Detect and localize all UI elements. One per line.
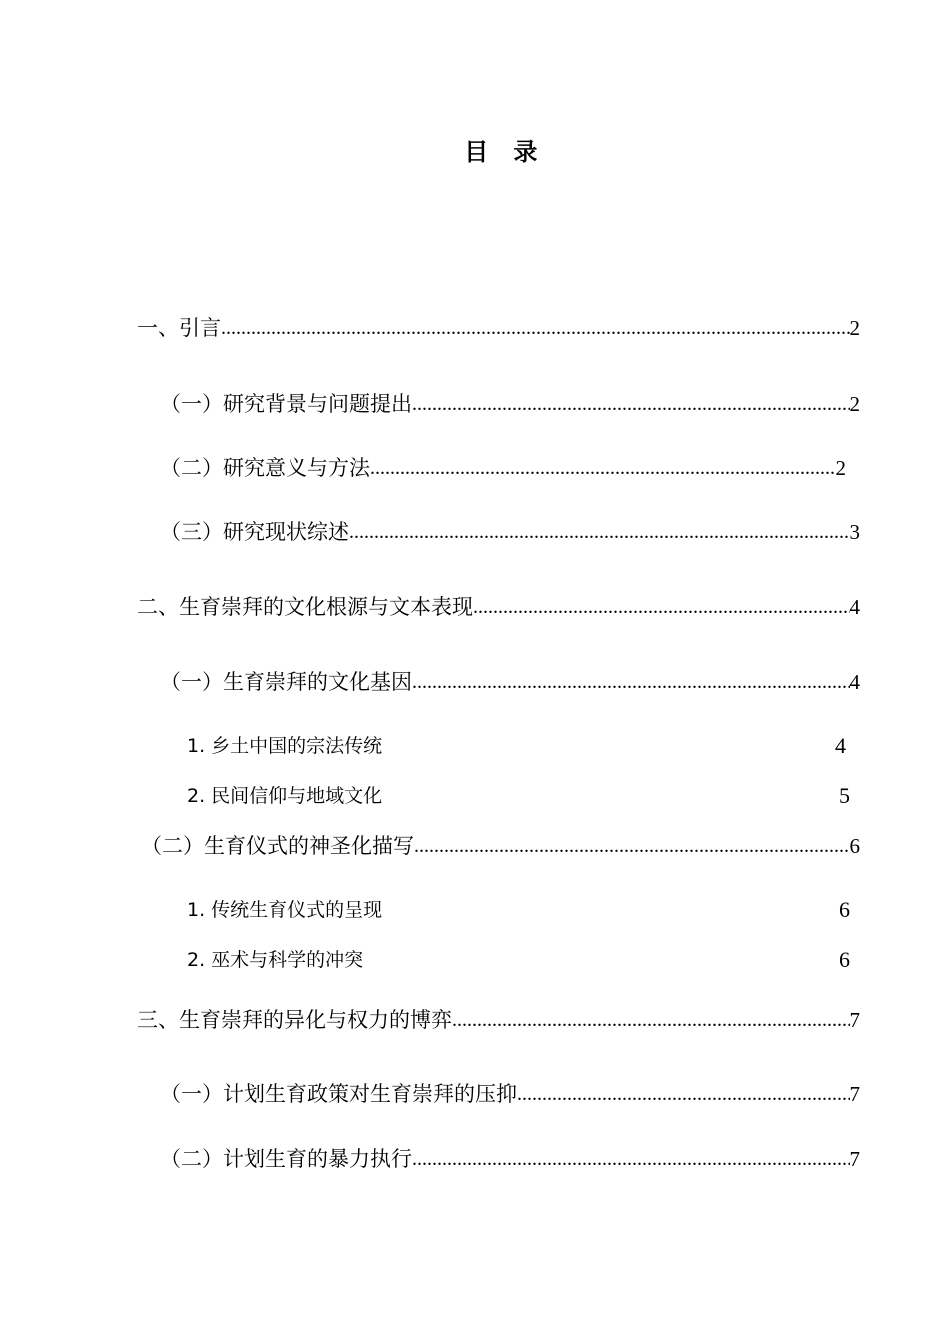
toc-entry-label: （三）研究现状综述 [160,520,349,544]
toc-subentry-label[interactable]: 2. 巫术与科学的冲突 [187,949,364,971]
toc-entry-page: 7 [849,1008,860,1032]
toc-entry-page: 2 [849,392,860,416]
toc-leader-dots [412,1144,850,1174]
toc-entry-page: 3 [849,520,860,544]
toc-entry[interactable] [160,517,860,547]
toc-entry[interactable] [160,389,860,419]
toc-leader-dots [414,831,850,861]
toc-subentry-page: 6 [839,947,850,972]
toc-leader-dots [370,453,836,483]
toc-leader-dots [221,313,850,343]
toc-entry-label: （二）生育仪式的神圣化描写 [141,834,414,858]
toc-entry[interactable] [137,592,860,622]
toc-subentry-page: 6 [839,897,850,922]
toc-entry[interactable] [160,1144,860,1174]
toc-entry-label: （一）生育崇拜的文化基因 [160,670,412,694]
toc-entry-page: 4 [849,670,860,694]
toc-entry[interactable] [137,313,860,343]
toc-entry-label: （二）研究意义与方法 [160,456,370,480]
toc-entry-page: 7 [849,1147,860,1171]
toc-entry-label: 二、生育崇拜的文化根源与文本表现 [137,595,473,619]
toc-entry[interactable] [160,1079,860,1109]
toc-entry-label: （一）计划生育政策对生育崇拜的压抑 [160,1082,517,1106]
toc-title: 目 录 [464,138,546,166]
toc-leader-dots [473,592,850,622]
toc-entry-page: 4 [849,595,860,619]
toc-entry-label: （一）研究背景与问题提出 [160,392,412,416]
toc-entry[interactable] [137,1005,860,1035]
toc-leader-dots [517,1079,850,1109]
toc-entry-page: 2 [835,456,846,480]
toc-subentry-page: 5 [839,783,850,808]
toc-leader-dots [349,517,850,547]
toc-entry-label: （二）计划生育的暴力执行 [160,1147,412,1171]
toc-entry[interactable] [160,667,860,697]
toc-entry-label: 一、引言 [137,316,221,340]
toc-entry[interactable] [141,831,860,861]
toc-entry-page: 6 [849,834,860,858]
toc-entry-page: 2 [849,316,860,340]
toc-subentry-page: 4 [835,733,846,758]
toc-subentry-label[interactable]: 2. 民间信仰与地域文化 [187,785,383,807]
toc-leader-dots [452,1005,850,1035]
toc-leader-dots [412,667,850,697]
toc-leader-dots [412,389,850,419]
toc-subentry-label[interactable]: 1. 传统生育仪式的呈现 [187,899,383,921]
toc-entry-label: 三、生育崇拜的异化与权力的博弈 [137,1008,452,1032]
toc-entry-page: 7 [849,1082,860,1106]
toc-subentry-label[interactable]: 1. 乡土中国的宗法传统 [187,735,383,757]
toc-entry[interactable] [160,453,846,483]
